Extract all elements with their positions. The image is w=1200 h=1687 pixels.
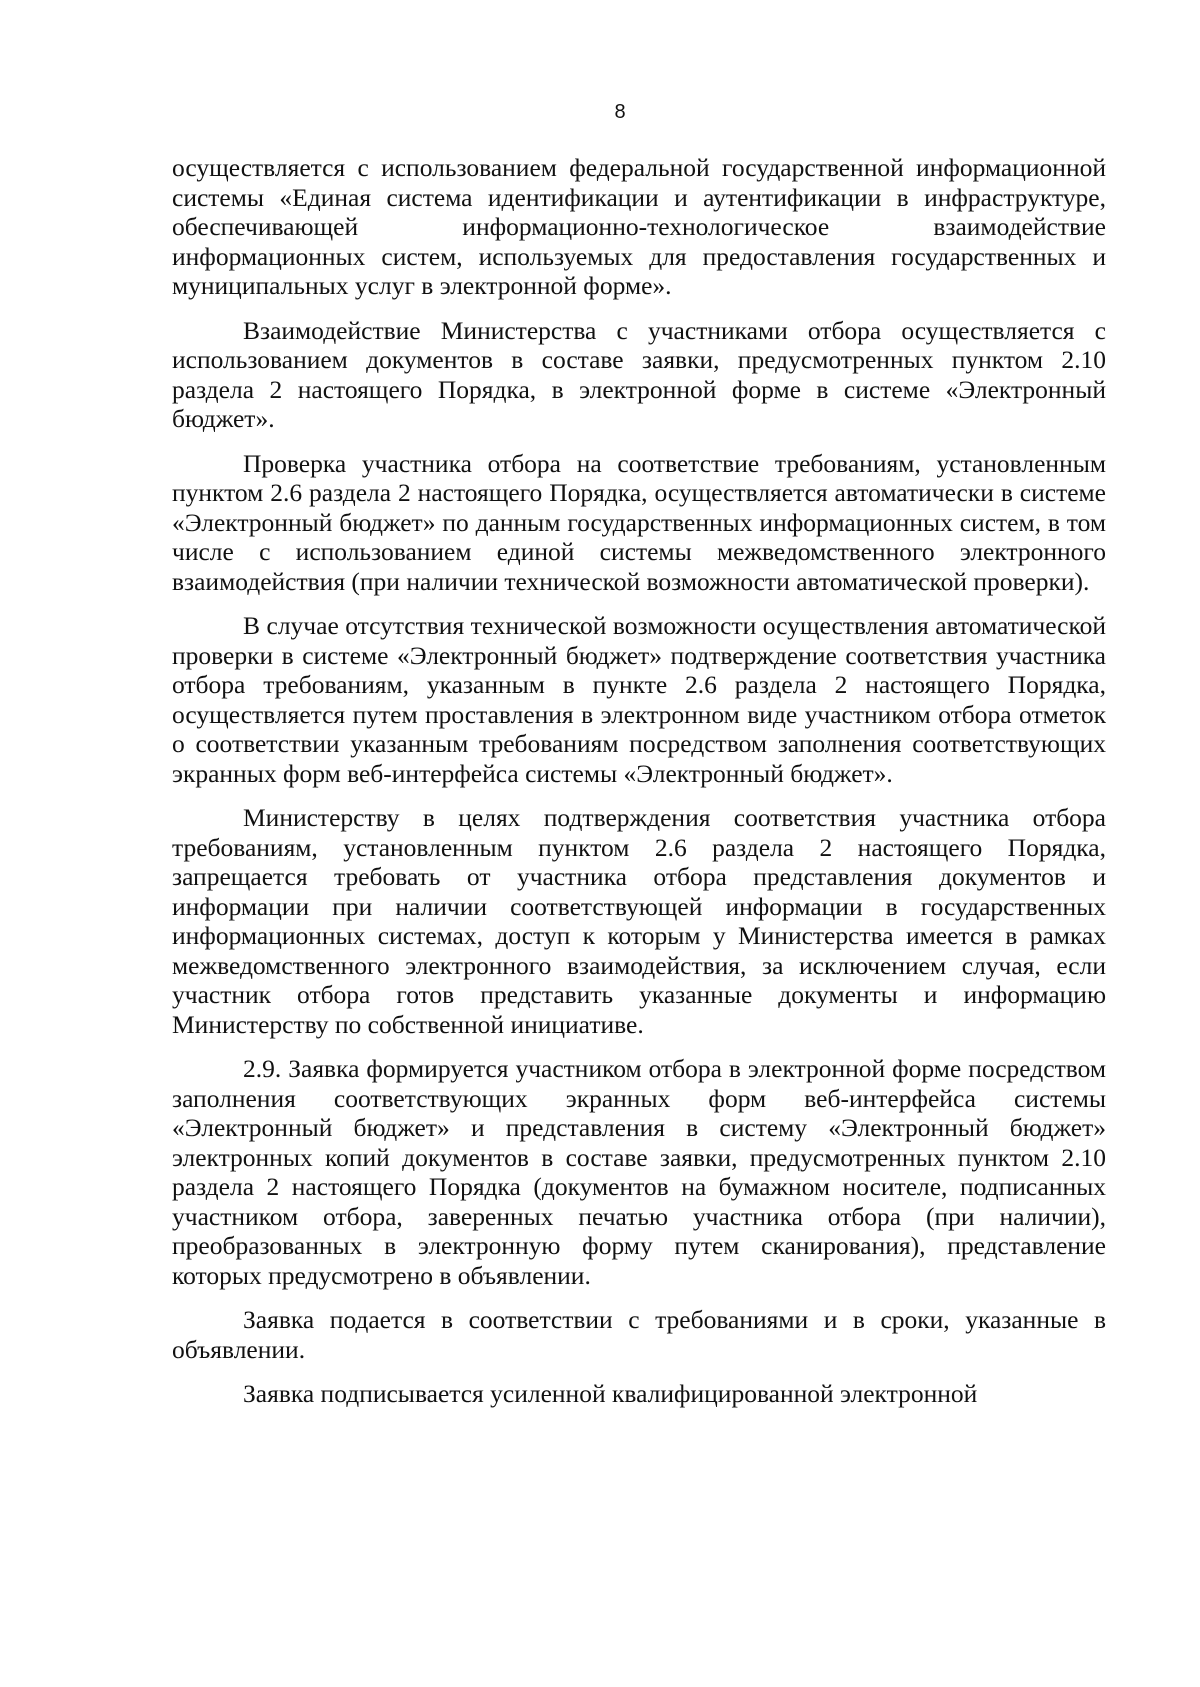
paragraph-2-9-application-formation: 2.9. Заявка формируется участником отбора в электронной форме посредством заполнения соответствующих экранных форм веб-интерфейса системы «Электронный бюджет» и представления в систему «Электронный бюджет» электронных копий документов в составе заявки, предусмотренных пунктом 2.10 раздела 2 настоящего Порядка (документов на бумажном носителе, подписанных участником отбора, заверенных печатью участника отбора (при наличии), преобразованных в электронную форму путем сканирования), представление которых предусмотрено в объявлении. [172,1054,1106,1290]
page-number: 8 [614,101,626,123]
paragraph-ministry-prohibition: Министерству в целях подтверждения соответствия участника отбора требованиям, установленным пунктом 2.6 раздела 2 настоящего Порядка, запрещается требовать от участника отбора представления документов и информации при наличии соответствующей информации в государственных информационных системах, доступ к которым у Министерства имеется в рамках межведомственного электронного взаимодействия, за исключением случая, если участник отбора готов представить указанные документы и информацию Министерству по собственной инициативе. [172,803,1106,1039]
paragraph-continued: осуществляется с использованием федеральной государственной информационной системы «Единая система идентификации и аутентификации в инфраструктуре, обеспечивающей информационно-технологическое взаимодействие информационных систем, используемых для предоставления государственных и муниципальных услуг в электронной форме». [172,153,1106,300]
paragraph-verification: Проверка участника отбора на соответствие требованиям, установленным пунктом 2.6 раздела 2 настоящего Порядка, осуществляется автоматически в системе «Электронный бюджет» по данным государственных информационных систем, в том числе с использованием единой системы межведомственного электронного взаимодействия (при наличии технической возможности автоматической проверки). [172,448,1106,596]
document-body [172,153,1106,1424]
paragraph-application-submission: Заявка подается в соответствии с требованиями и в сроки, указанные в объявлении. [172,1305,1106,1364]
paragraph-manual-confirmation: В случае отсутствия технической возможности осуществления автоматической проверки в системе «Электронный бюджет» подтверждение соответствия участника отбора требованиям, указанным в пункте 2.6 раздела 2 настоящего Порядка, осуществляется путем проставления в электронном виде участником отбора отметок о соответствии указанным требованиям посредством заполнения соответствующих экранных форм веб-интерфейса системы «Электронный бюджет». [172,611,1106,788]
paragraph-application-signature: Заявка подписывается усиленной квалифицированной электронной [243,1379,978,1408]
paragraph-interaction: Взаимодействие Министерства с участниками отбора осуществляется с использованием документов в составе заявки, предусмотренных пунктом 2.10 раздела 2 настоящего Порядка, в электронной форме в системе «Электронный бюджет». [172,315,1106,433]
